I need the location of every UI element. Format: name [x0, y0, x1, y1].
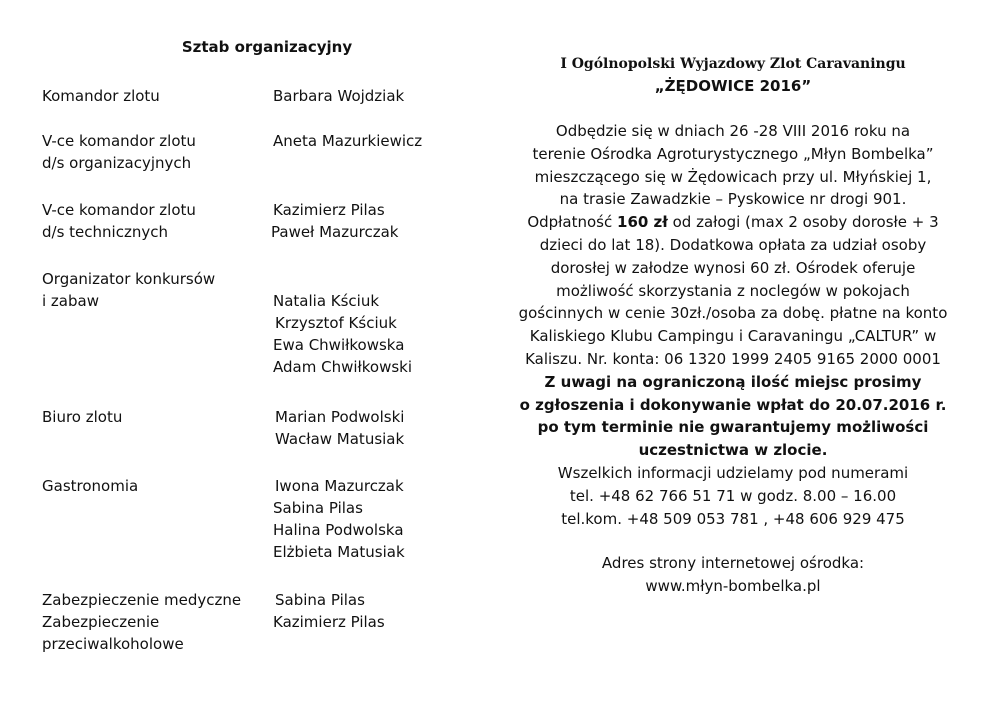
person-name: Sabina Pilas — [275, 591, 365, 609]
role-line: Zabezpieczenie medyczne — [42, 591, 242, 609]
notice-line: po tym terminie nie gwarantujemy możliwości — [537, 418, 929, 437]
role-commander — [42, 85, 262, 107]
person-name: Marian Podwolski — [275, 408, 405, 426]
role-gastronomy — [42, 475, 262, 497]
names-vice-technical — [273, 199, 473, 243]
fee-pre: Odpłatność — [527, 213, 618, 232]
role-vice-technical — [42, 199, 262, 243]
names-office — [273, 406, 473, 450]
person-name: Sabina Pilas — [273, 499, 363, 517]
event-description — [508, 120, 958, 598]
contact-line: tel. +48 62 766 51 71 w godz. 8.00 – 16.00 — [569, 486, 897, 505]
description-line: możliwość skorzystania z noclegów w pokojach — [556, 281, 910, 300]
role-office — [42, 406, 262, 428]
role-line: Komandor zlotu — [42, 87, 160, 105]
person-name: Krzysztof Kściuk — [275, 314, 397, 332]
role-contest-organizer — [42, 268, 262, 312]
person-name: Iwona Mazurczak — [275, 477, 404, 495]
role-line: przeciwalkoholowe — [42, 635, 184, 653]
role-vice-organizational — [42, 130, 262, 174]
role-line: V-ce komandor zlotu — [42, 132, 196, 150]
fee-line — [508, 211, 958, 234]
description-line: gościnnych w cenie 30zł./osoba za dobę. płatne na konto — [518, 304, 948, 323]
person-name: Barbara Wojdziak — [273, 87, 405, 105]
role-line: Organizator konkursów — [42, 270, 216, 288]
role-line: V-ce komandor zlotu — [42, 201, 196, 219]
description-line: dzieci do lat 18). Dodatkowa opłata za udział osoby — [539, 235, 927, 254]
person-name: Aneta Mazurkiewicz — [273, 132, 423, 150]
person-name: Adam Chwiłkowski — [273, 358, 413, 376]
person-name: Halina Podwolska — [273, 521, 404, 539]
names-gastronomy — [273, 475, 473, 563]
fee-amount: 160 zł — [617, 213, 668, 232]
fee-post: od załogi (max 2 osoby dorosłe + 3 — [667, 213, 939, 232]
description-line: Odbędzie się w dniach 26 -28 VIII 2016 roku na — [555, 122, 911, 140]
description-line: dorosłej w załodze wynosi 60 zł. Ośrodek oferuje — [550, 258, 916, 277]
names-vice-organizational — [273, 130, 473, 152]
event-title: I Ogólnopolski Wyjazdowy Zlot Caravaningu — [560, 56, 906, 72]
contact-line: Wszelkich informacji udzielamy pod numerami — [557, 463, 909, 482]
person-name: Natalia Kściuk — [273, 292, 380, 310]
names-medical-security — [273, 589, 473, 633]
description-line: mieszczącego się w Żędowicach przy ul. Młyńskiej 1, — [534, 167, 932, 186]
role-medical-security — [42, 589, 262, 655]
person-name: Ewa Chwiłkowska — [273, 336, 405, 354]
person-name: Elżbieta Matusiak — [273, 543, 405, 561]
description-line: na trasie Zawadzkie – Pyskowice nr drogi 901. — [559, 190, 907, 209]
notice-line: Z uwagi na ograniczoną ilość miejsc prosimy — [544, 372, 922, 391]
contact-line: tel.kom. +48 509 053 781 , +48 606 929 475 — [561, 509, 905, 528]
notice-line: uczestnictwa w zlocie. — [638, 441, 828, 460]
role-line: Gastronomia — [42, 477, 139, 495]
description-line: terenie Ośrodka Agroturystycznego „Młyn Bombelka” — [532, 144, 934, 163]
website-label: Adres strony internetowej ośrodka: — [601, 554, 865, 573]
person-name: Wacław Matusiak — [275, 430, 405, 448]
person-name: Paweł Mazurczak — [271, 223, 399, 241]
role-line: d/s technicznych — [42, 223, 168, 241]
description-line: Kaliskiego Klubu Campingu i Caravaningu „CALTUR” w — [529, 327, 937, 346]
names-commander — [273, 85, 473, 107]
event-subtitle: „ŻĘDOWICE 2016” — [654, 77, 812, 95]
names-contest-organizer — [273, 290, 473, 378]
notice-line: o zgłoszenia i dokonywanie wpłat do 20.07.2016 r. — [519, 395, 947, 414]
role-line: Biuro zlotu — [42, 408, 123, 426]
person-name: Kazimierz Pilas — [273, 201, 385, 219]
role-line: d/s organizacyjnych — [42, 154, 192, 172]
role-line: Zabezpieczenie — [42, 613, 160, 631]
staff-heading: Sztab organizacyjny — [181, 38, 353, 56]
website-link[interactable]: www.młyn-bombelka.pl — [645, 577, 821, 596]
role-line: i zabaw — [42, 292, 99, 310]
person-name: Kazimierz Pilas — [273, 613, 385, 631]
description-line: Kaliszu. Nr. konta: 06 1320 1999 2405 9165 2000 0001 — [525, 349, 941, 368]
